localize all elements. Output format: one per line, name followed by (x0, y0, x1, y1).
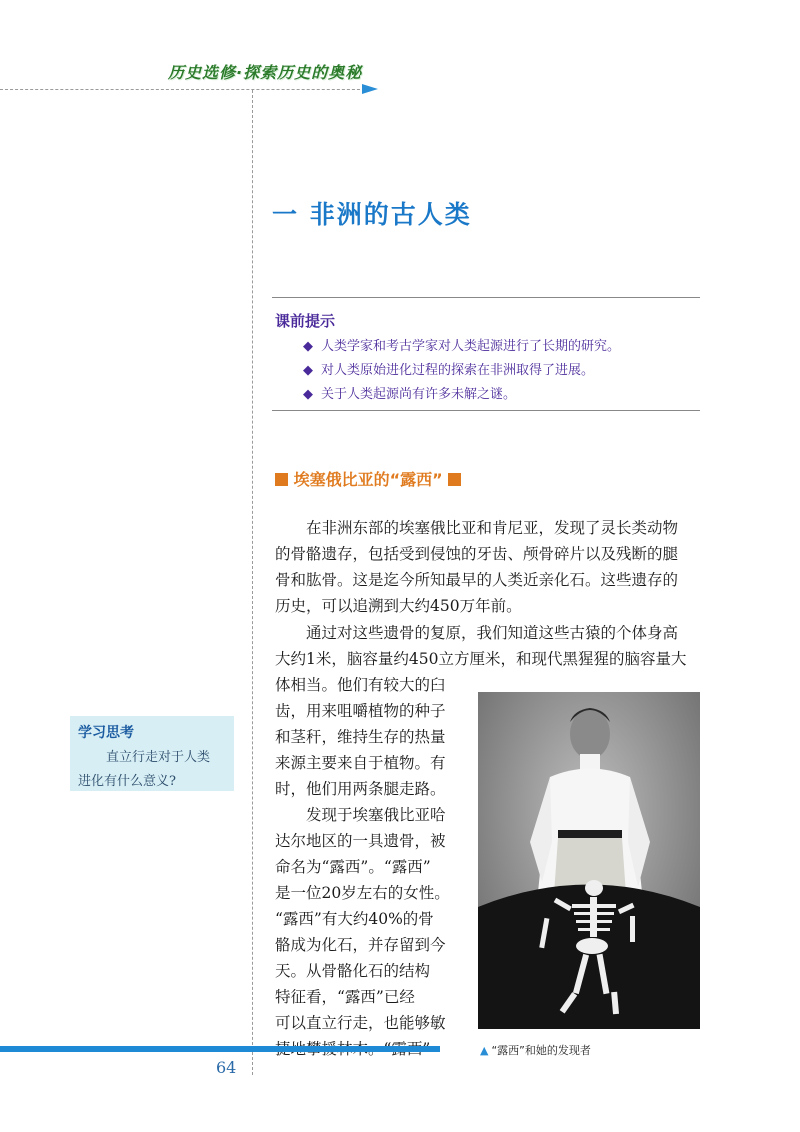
body-line: 体相当。他们有较大的臼 (275, 676, 446, 694)
section-heading (275, 467, 461, 490)
margin-divider (252, 90, 253, 1075)
figure-caption (480, 1042, 591, 1058)
body-line: 历史，可以追溯到大约450万年前。 (275, 597, 522, 615)
preview-item-text: 关于人类起源尚有许多未解之谜。 (321, 387, 517, 402)
body-line: 达尔地区的一具遗骨，被 (275, 832, 446, 850)
square-bullet-icon (448, 473, 461, 486)
body-line: 天。从骨骼化石的结构 (275, 962, 431, 980)
header-divider (0, 89, 370, 90)
preview-item (303, 383, 516, 402)
lucy-discoverer-photo (478, 692, 700, 1029)
body-line: 的骨骼遗存，包括受到侵蚀的牙齿、颅骨碎片以及残断的腿 (275, 545, 679, 563)
body-line: “露西”有大约40%的骨 (275, 910, 434, 928)
chapter-title: 一 非洲的古人类 (272, 200, 472, 229)
diamond-bullet-icon: ◆ (303, 387, 313, 402)
study-think-text: 进化有什么意义? (78, 774, 176, 789)
body-line: 命名为“露西”。“露西” (275, 858, 431, 876)
preview-heading: 课前提示 (275, 312, 336, 330)
body-line: 时，他们用两条腿走路。 (275, 780, 446, 798)
body-line: 在非洲东部的埃塞俄比亚和肯尼亚，发现了灵长类动物 (306, 519, 679, 537)
diamond-bullet-icon: ◆ (303, 363, 313, 378)
body-line: 大约1米，脑容量约450立方厘米，和现代黑猩猩的脑容量大 (275, 650, 687, 668)
body-line: 通过对这些遗骨的复原，我们知道这些古猿的个体身高 (306, 624, 679, 642)
figure-caption-text: “露西”和她的发现者 (491, 1044, 591, 1057)
section-heading-text: 埃塞俄比亚的“露西” (293, 470, 443, 489)
preview-item (303, 359, 594, 378)
book-title: 历史选修·探索历史的奥秘 (168, 63, 363, 82)
body-line: 特征看，“露西”已经 (275, 988, 415, 1006)
preview-item (303, 335, 620, 354)
body-line: 齿，用来咀嚼植物的种子 (275, 702, 446, 720)
triangle-marker-icon: ▲ (480, 1044, 489, 1057)
body-line: 骨和肱骨。这是迄今所知最早的人类近亲化石。这些遗存的 (275, 571, 679, 589)
preview-item-text: 对人类原始进化过程的探索在非洲取得了进展。 (321, 363, 595, 378)
header-arrow-icon (362, 84, 378, 94)
footer-bar (0, 1046, 440, 1052)
body-line: 来源主要来自于植物。有 (275, 754, 446, 772)
body-line: 是一位20岁左右的女性。 (275, 884, 450, 902)
study-think-heading: 学习思考 (78, 725, 134, 741)
page-number: 64 (216, 1058, 237, 1077)
body-line: 发现于埃塞俄比亚哈 (306, 806, 446, 824)
body-line: 和茎秆，维持生存的热量 (275, 728, 446, 746)
square-bullet-icon (275, 473, 288, 486)
body-line: 可以直立行走，也能够敏 (275, 1014, 446, 1032)
preview-item-text: 人类学家和考古学家对人类起源进行了长期的研究。 (321, 339, 621, 354)
body-line: 骼成为化石，并存留到今 (275, 936, 446, 954)
diamond-bullet-icon: ◆ (303, 339, 313, 354)
study-think-text: 直立行走对于人类 (106, 750, 211, 765)
